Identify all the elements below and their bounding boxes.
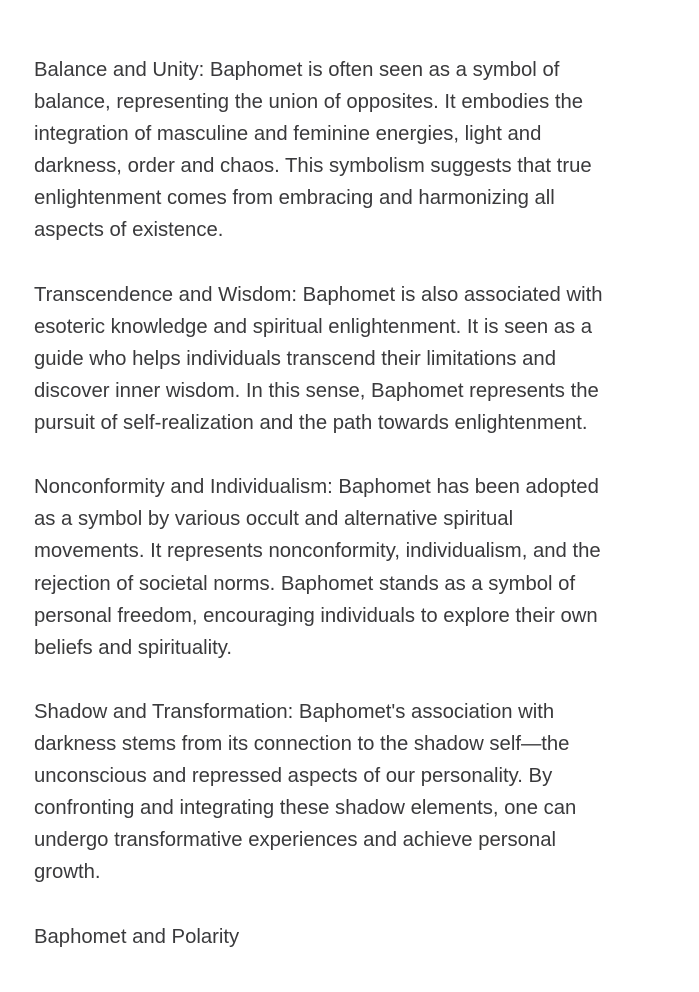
text-line: esoteric knowledge and spiritual enlightenment. It is seen as a — [34, 315, 593, 338]
paragraph-transcendence-and-wisdom — [34, 279, 674, 439]
text-line: undergo transformative experiences and achieve personal — [34, 829, 556, 852]
text-line: Shadow and Transformation: Baphomet's association with — [34, 700, 555, 723]
text-line: balance, representing the union of opposites. It embodies the — [34, 91, 584, 114]
text-line: darkness, order and chaos. This symbolism suggests that true — [34, 155, 592, 178]
text-line: Transcendence and Wisdom: Baphomet is also associated with — [34, 283, 603, 306]
paragraph-nonconformity-and-individualism — [34, 471, 674, 664]
text-line: darkness stems from its connection to the shadow self—the — [34, 732, 570, 755]
text-line: rejection of societal norms. Baphomet stands as a symbol of — [34, 572, 576, 595]
section-heading-baphomet-and-polarity — [34, 921, 674, 953]
paragraph-balance-and-unity — [34, 54, 674, 247]
text-line: enlightenment comes from embracing and harmonizing all — [34, 187, 555, 210]
text-line: growth. — [34, 861, 101, 884]
text-line: guide who helps individuals transcend their limitations and — [34, 347, 556, 370]
text-line: unconscious and repressed aspects of our personality. By — [34, 765, 553, 788]
text-line: beliefs and spirituality. — [34, 636, 233, 659]
text-line: personal freedom, encouraging individuals to explore their own — [34, 604, 598, 627]
text-line: confronting and integrating these shadow elements, one can — [34, 797, 577, 820]
text-line: movements. It represents nonconformity, individualism, and the — [34, 540, 601, 563]
text-line: pursuit of self-realization and the path towards enlightenment. — [34, 412, 588, 435]
text-line: Baphomet and Polarity — [34, 925, 240, 948]
document-body — [34, 54, 674, 953]
paragraph-shadow-and-transformation — [34, 696, 674, 889]
text-line: discover inner wisdom. In this sense, Baphomet represents the — [34, 379, 599, 402]
text-line: aspects of existence. — [34, 219, 224, 242]
text-line: as a symbol by various occult and alternative spiritual — [34, 508, 514, 531]
text-line: integration of masculine and feminine energies, light and — [34, 123, 542, 146]
text-line: Nonconformity and Individualism: Baphomet has been adopted — [34, 476, 599, 499]
text-line: Balance and Unity: Baphomet is often seen as a symbol of — [34, 59, 560, 81]
